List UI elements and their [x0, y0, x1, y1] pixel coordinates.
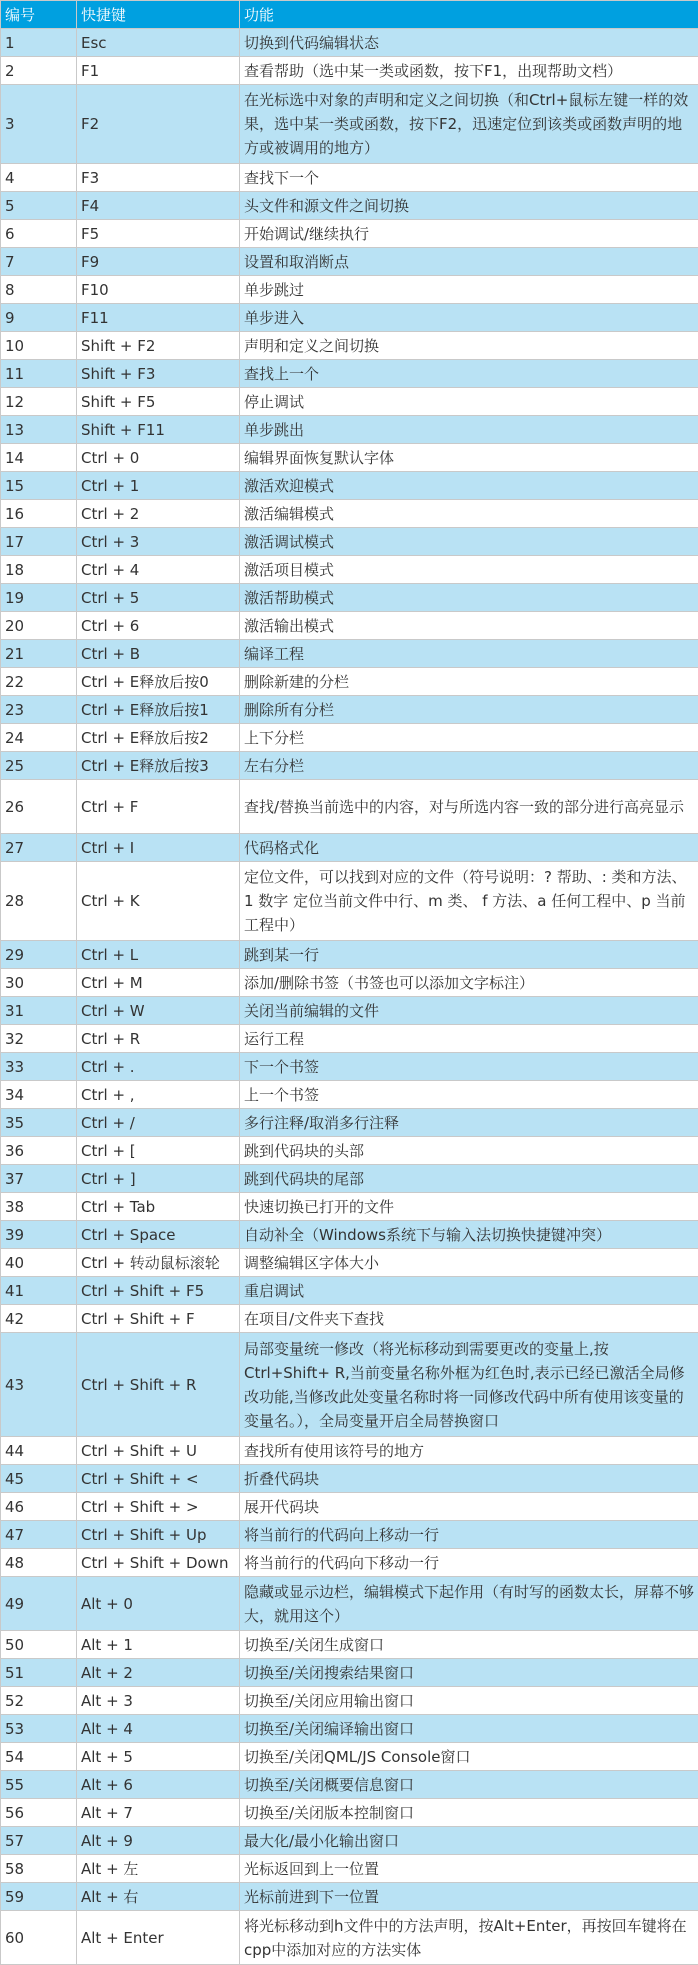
cell-function: 展开代码块 [240, 1493, 698, 1521]
cell-function: 激活输出模式 [240, 612, 698, 640]
cell-shortcut: Ctrl + M [77, 969, 240, 997]
cell-number: 23 [1, 696, 77, 724]
table-row [1, 416, 698, 444]
cell-shortcut: Shift + F3 [77, 360, 240, 388]
cell-number: 47 [1, 1521, 77, 1549]
cell-shortcut: Alt + 2 [77, 1659, 240, 1687]
cell-number: 28 [1, 862, 77, 941]
cell-number: 41 [1, 1277, 77, 1305]
cell-function: 激活欢迎模式 [240, 472, 698, 500]
cell-shortcut: Alt + 7 [77, 1799, 240, 1827]
cell-number: 11 [1, 360, 77, 388]
cell-function: 激活编辑模式 [240, 500, 698, 528]
cell-shortcut: Ctrl + , [77, 1081, 240, 1109]
cell-function: 光标前进到下一位置 [240, 1883, 698, 1911]
cell-shortcut: Alt + 0 [77, 1577, 240, 1631]
table-row [1, 1577, 698, 1631]
cell-function: 切换至/关闭QML/JS Console窗口 [240, 1743, 698, 1771]
cell-function: 开始调试/继续执行 [240, 220, 698, 248]
table-row [1, 1053, 698, 1081]
table-row [1, 724, 698, 752]
cell-function: 自动补全（Windows系统下与输入法切换快捷键冲突） [240, 1221, 698, 1249]
table-row [1, 220, 698, 248]
cell-number: 3 [1, 85, 77, 164]
table-row [1, 500, 698, 528]
cell-function: 查找所有使用该符号的地方 [240, 1437, 698, 1465]
table-row [1, 1221, 698, 1249]
cell-number: 26 [1, 780, 77, 834]
table-row [1, 1493, 698, 1521]
cell-shortcut: Ctrl + Shift + > [77, 1493, 240, 1521]
cell-number: 12 [1, 388, 77, 416]
cell-function: 上一个书签 [240, 1081, 698, 1109]
table-row [1, 1437, 698, 1465]
cell-function: 单步进入 [240, 304, 698, 332]
cell-function: 删除所有分栏 [240, 696, 698, 724]
cell-shortcut: Ctrl + Shift + Up [77, 1521, 240, 1549]
cell-shortcut: Ctrl + Shift + F [77, 1305, 240, 1333]
cell-function: 隐藏或显示边栏，编辑模式下起作用（有时写的函数太长，屏幕不够大，就用这个） [240, 1577, 698, 1631]
cell-function: 在光标选中对象的声明和定义之间切换（和Ctrl+鼠标左键一样的效果，选中某一类或函数，按下F2，迅速定位到该类或函数声明的地方或被调用的地方） [240, 85, 698, 164]
table-row [1, 192, 698, 220]
cell-shortcut: Ctrl + K [77, 862, 240, 941]
cell-number: 15 [1, 472, 77, 500]
table-row [1, 1883, 698, 1911]
table-row [1, 969, 698, 997]
cell-function: 单步跳过 [240, 276, 698, 304]
cell-shortcut: Ctrl + Shift + R [77, 1333, 240, 1437]
table-row [1, 1137, 698, 1165]
cell-function: 最大化/最小化输出窗口 [240, 1827, 698, 1855]
cell-function: 切换至/关闭编译输出窗口 [240, 1715, 698, 1743]
cell-shortcut: Ctrl + 3 [77, 528, 240, 556]
cell-shortcut: Esc [77, 29, 240, 57]
cell-number: 21 [1, 640, 77, 668]
cell-shortcut: Ctrl + F [77, 780, 240, 834]
cell-function: 激活项目模式 [240, 556, 698, 584]
table-row [1, 360, 698, 388]
cell-number: 10 [1, 332, 77, 360]
cell-shortcut: Ctrl + W [77, 997, 240, 1025]
table-row [1, 612, 698, 640]
cell-function: 声明和定义之间切换 [240, 332, 698, 360]
cell-number: 17 [1, 528, 77, 556]
cell-number: 32 [1, 1025, 77, 1053]
cell-function: 多行注释/取消多行注释 [240, 1109, 698, 1137]
cell-function: 重启调试 [240, 1277, 698, 1305]
cell-number: 54 [1, 1743, 77, 1771]
cell-shortcut: Ctrl + [ [77, 1137, 240, 1165]
table-body [1, 29, 698, 1965]
cell-number: 24 [1, 724, 77, 752]
cell-function: 激活帮助模式 [240, 584, 698, 612]
cell-number: 9 [1, 304, 77, 332]
cell-function: 运行工程 [240, 1025, 698, 1053]
cell-shortcut: Alt + 6 [77, 1771, 240, 1799]
cell-shortcut: Shift + F11 [77, 416, 240, 444]
cell-shortcut: Ctrl + 4 [77, 556, 240, 584]
cell-shortcut: Ctrl + E释放后按0 [77, 668, 240, 696]
cell-number: 25 [1, 752, 77, 780]
cell-function: 查找下一个 [240, 164, 698, 192]
cell-shortcut: Shift + F5 [77, 388, 240, 416]
cell-function: 编译工程 [240, 640, 698, 668]
cell-shortcut: Alt + Enter [77, 1911, 240, 1965]
table-row [1, 1165, 698, 1193]
cell-number: 6 [1, 220, 77, 248]
cell-number: 42 [1, 1305, 77, 1333]
cell-shortcut: Ctrl + / [77, 1109, 240, 1137]
table-row [1, 164, 698, 192]
table-row [1, 1827, 698, 1855]
cell-shortcut: Ctrl + 2 [77, 500, 240, 528]
cell-number: 50 [1, 1631, 77, 1659]
table-row [1, 780, 698, 834]
cell-shortcut: Alt + 5 [77, 1743, 240, 1771]
cell-shortcut: Ctrl + 0 [77, 444, 240, 472]
table-row [1, 332, 698, 360]
cell-number: 33 [1, 1053, 77, 1081]
cell-shortcut: Ctrl + B [77, 640, 240, 668]
table-row [1, 941, 698, 969]
cell-shortcut: F2 [77, 85, 240, 164]
cell-shortcut: F4 [77, 192, 240, 220]
cell-number: 48 [1, 1549, 77, 1577]
cell-function: 下一个书签 [240, 1053, 698, 1081]
table-row [1, 1631, 698, 1659]
cell-shortcut: Alt + 9 [77, 1827, 240, 1855]
cell-function: 查找/替换当前选中的内容，对与所选内容一致的部分进行高亮显示 [240, 780, 698, 834]
cell-function: 查找上一个 [240, 360, 698, 388]
cell-function: 关闭当前编辑的文件 [240, 997, 698, 1025]
cell-shortcut: Alt + 左 [77, 1855, 240, 1883]
header-number: 编号 [1, 1, 77, 29]
table-row [1, 85, 698, 164]
cell-shortcut: Ctrl + 1 [77, 472, 240, 500]
cell-shortcut: F9 [77, 248, 240, 276]
cell-shortcut: Ctrl + Space [77, 1221, 240, 1249]
cell-shortcut: Ctrl + 转动鼠标滚轮 [77, 1249, 240, 1277]
cell-function: 上下分栏 [240, 724, 698, 752]
cell-shortcut: Alt + 3 [77, 1687, 240, 1715]
table-row [1, 834, 698, 862]
cell-number: 53 [1, 1715, 77, 1743]
cell-number: 38 [1, 1193, 77, 1221]
cell-number: 18 [1, 556, 77, 584]
cell-function: 局部变量统一修改（将光标移动到需要更改的变量上,按Ctrl+Shift+ R,当前变量名称外框为红色时,表示已经已激活全局修改功能,当修改此处变量名称时将一同修改代码中所有使用该变量的变量名。），全局变量开启全局替换窗口 [240, 1333, 698, 1437]
cell-shortcut: F11 [77, 304, 240, 332]
cell-number: 37 [1, 1165, 77, 1193]
table-row [1, 1025, 698, 1053]
cell-number: 2 [1, 57, 77, 85]
table-row [1, 1277, 698, 1305]
table-row [1, 1771, 698, 1799]
cell-function: 将当前行的代码向上移动一行 [240, 1521, 698, 1549]
table-row [1, 1687, 698, 1715]
cell-function: 添加/删除书签（书签也可以添加文字标注） [240, 969, 698, 997]
cell-number: 44 [1, 1437, 77, 1465]
cell-function: 左右分栏 [240, 752, 698, 780]
table-row [1, 862, 698, 941]
cell-function: 调整编辑区字体大小 [240, 1249, 698, 1277]
header-shortcut: 快捷键 [77, 1, 240, 29]
cell-function: 将当前行的代码向下移动一行 [240, 1549, 698, 1577]
cell-function: 将光标移动到h文件中的方法声明，按Alt+Enter，再按回车键将在cpp中添加对应的方法实体 [240, 1911, 698, 1965]
cell-number: 8 [1, 276, 77, 304]
cell-shortcut: Ctrl + Shift + Down [77, 1549, 240, 1577]
table-row [1, 1109, 698, 1137]
table-row [1, 472, 698, 500]
cell-number: 46 [1, 1493, 77, 1521]
cell-shortcut: Ctrl + I [77, 834, 240, 862]
header-row [1, 1, 698, 29]
cell-function: 切换到代码编辑状态 [240, 29, 698, 57]
cell-function: 删除新建的分栏 [240, 668, 698, 696]
cell-function: 切换至/关闭版本控制窗口 [240, 1799, 698, 1827]
cell-shortcut: F1 [77, 57, 240, 85]
cell-function: 切换至/关闭搜索结果窗口 [240, 1659, 698, 1687]
table-row [1, 1855, 698, 1883]
cell-number: 49 [1, 1577, 77, 1631]
table-row [1, 584, 698, 612]
cell-number: 16 [1, 500, 77, 528]
table-row [1, 1911, 698, 1965]
cell-shortcut: Alt + 右 [77, 1883, 240, 1911]
table-row [1, 276, 698, 304]
table-row [1, 1549, 698, 1577]
cell-function: 在项目/文件夹下查找 [240, 1305, 698, 1333]
cell-shortcut: Ctrl + 6 [77, 612, 240, 640]
cell-shortcut: Ctrl + 5 [77, 584, 240, 612]
cell-function: 切换至/关闭生成窗口 [240, 1631, 698, 1659]
table-row [1, 444, 698, 472]
cell-number: 31 [1, 997, 77, 1025]
cell-number: 7 [1, 248, 77, 276]
cell-number: 30 [1, 969, 77, 997]
cell-function: 折叠代码块 [240, 1465, 698, 1493]
cell-function: 查看帮助（选中某一类或函数，按下F1，出现帮助文档） [240, 57, 698, 85]
cell-shortcut: F5 [77, 220, 240, 248]
table-row [1, 248, 698, 276]
table-row [1, 696, 698, 724]
cell-shortcut: F3 [77, 164, 240, 192]
cell-number: 60 [1, 1911, 77, 1965]
cell-shortcut: Ctrl + L [77, 941, 240, 969]
cell-number: 29 [1, 941, 77, 969]
cell-number: 58 [1, 1855, 77, 1883]
cell-number: 39 [1, 1221, 77, 1249]
cell-number: 1 [1, 29, 77, 57]
cell-number: 35 [1, 1109, 77, 1137]
header-function: 功能 [240, 1, 698, 29]
cell-number: 4 [1, 164, 77, 192]
cell-function: 代码格式化 [240, 834, 698, 862]
cell-function: 定位文件，可以找到对应的文件（符号说明：? 帮助、: 类和方法、1 数字 定位当前文件中行、m 类、 f 方法、a 任何工程中、p 当前工程中） [240, 862, 698, 941]
table-row [1, 1333, 698, 1437]
cell-shortcut: Alt + 1 [77, 1631, 240, 1659]
cell-shortcut: Ctrl + Shift + < [77, 1465, 240, 1493]
cell-shortcut: Ctrl + ] [77, 1165, 240, 1193]
cell-shortcut: Ctrl + R [77, 1025, 240, 1053]
cell-function: 头文件和源文件之间切换 [240, 192, 698, 220]
cell-number: 40 [1, 1249, 77, 1277]
cell-number: 57 [1, 1827, 77, 1855]
cell-shortcut: Ctrl + Shift + U [77, 1437, 240, 1465]
table-row [1, 29, 698, 57]
table-row [1, 752, 698, 780]
cell-shortcut: Ctrl + E释放后按2 [77, 724, 240, 752]
cell-function: 跳到代码块的尾部 [240, 1165, 698, 1193]
table-row [1, 1465, 698, 1493]
cell-number: 20 [1, 612, 77, 640]
cell-function: 快速切换已打开的文件 [240, 1193, 698, 1221]
cell-function: 跳到某一行 [240, 941, 698, 969]
table-row [1, 1193, 698, 1221]
cell-number: 36 [1, 1137, 77, 1165]
table-row [1, 640, 698, 668]
cell-shortcut: Shift + F2 [77, 332, 240, 360]
cell-function: 切换至/关闭应用输出窗口 [240, 1687, 698, 1715]
table-row [1, 556, 698, 584]
cell-number: 14 [1, 444, 77, 472]
cell-function: 单步跳出 [240, 416, 698, 444]
table-row [1, 1743, 698, 1771]
cell-function: 切换至/关闭概要信息窗口 [240, 1771, 698, 1799]
cell-function: 编辑界面恢复默认字体 [240, 444, 698, 472]
table-row [1, 1715, 698, 1743]
table-row [1, 388, 698, 416]
cell-number: 43 [1, 1333, 77, 1437]
table-row [1, 1659, 698, 1687]
cell-number: 22 [1, 668, 77, 696]
cell-shortcut: Ctrl + Shift + F5 [77, 1277, 240, 1305]
cell-shortcut: Ctrl + Tab [77, 1193, 240, 1221]
table-row [1, 1521, 698, 1549]
table-row [1, 1305, 698, 1333]
cell-number: 27 [1, 834, 77, 862]
cell-number: 51 [1, 1659, 77, 1687]
cell-number: 13 [1, 416, 77, 444]
cell-function: 设置和取消断点 [240, 248, 698, 276]
cell-number: 52 [1, 1687, 77, 1715]
cell-function: 激活调试模式 [240, 528, 698, 556]
cell-shortcut: Alt + 4 [77, 1715, 240, 1743]
cell-shortcut: F10 [77, 276, 240, 304]
table-row [1, 997, 698, 1025]
cell-number: 59 [1, 1883, 77, 1911]
table-row [1, 1249, 698, 1277]
table-row [1, 668, 698, 696]
cell-function: 光标返回到上一位置 [240, 1855, 698, 1883]
cell-number: 19 [1, 584, 77, 612]
cell-shortcut: Ctrl + E释放后按3 [77, 752, 240, 780]
cell-shortcut: Ctrl + E释放后按1 [77, 696, 240, 724]
table-row [1, 1081, 698, 1109]
cell-shortcut: Ctrl + . [77, 1053, 240, 1081]
table-row [1, 528, 698, 556]
cell-function: 停止调试 [240, 388, 698, 416]
cell-function: 跳到代码块的头部 [240, 1137, 698, 1165]
table-row [1, 1799, 698, 1827]
cell-number: 34 [1, 1081, 77, 1109]
table-row [1, 57, 698, 85]
cell-number: 55 [1, 1771, 77, 1799]
cell-number: 5 [1, 192, 77, 220]
cell-number: 45 [1, 1465, 77, 1493]
table-row [1, 304, 698, 332]
cell-number: 56 [1, 1799, 77, 1827]
